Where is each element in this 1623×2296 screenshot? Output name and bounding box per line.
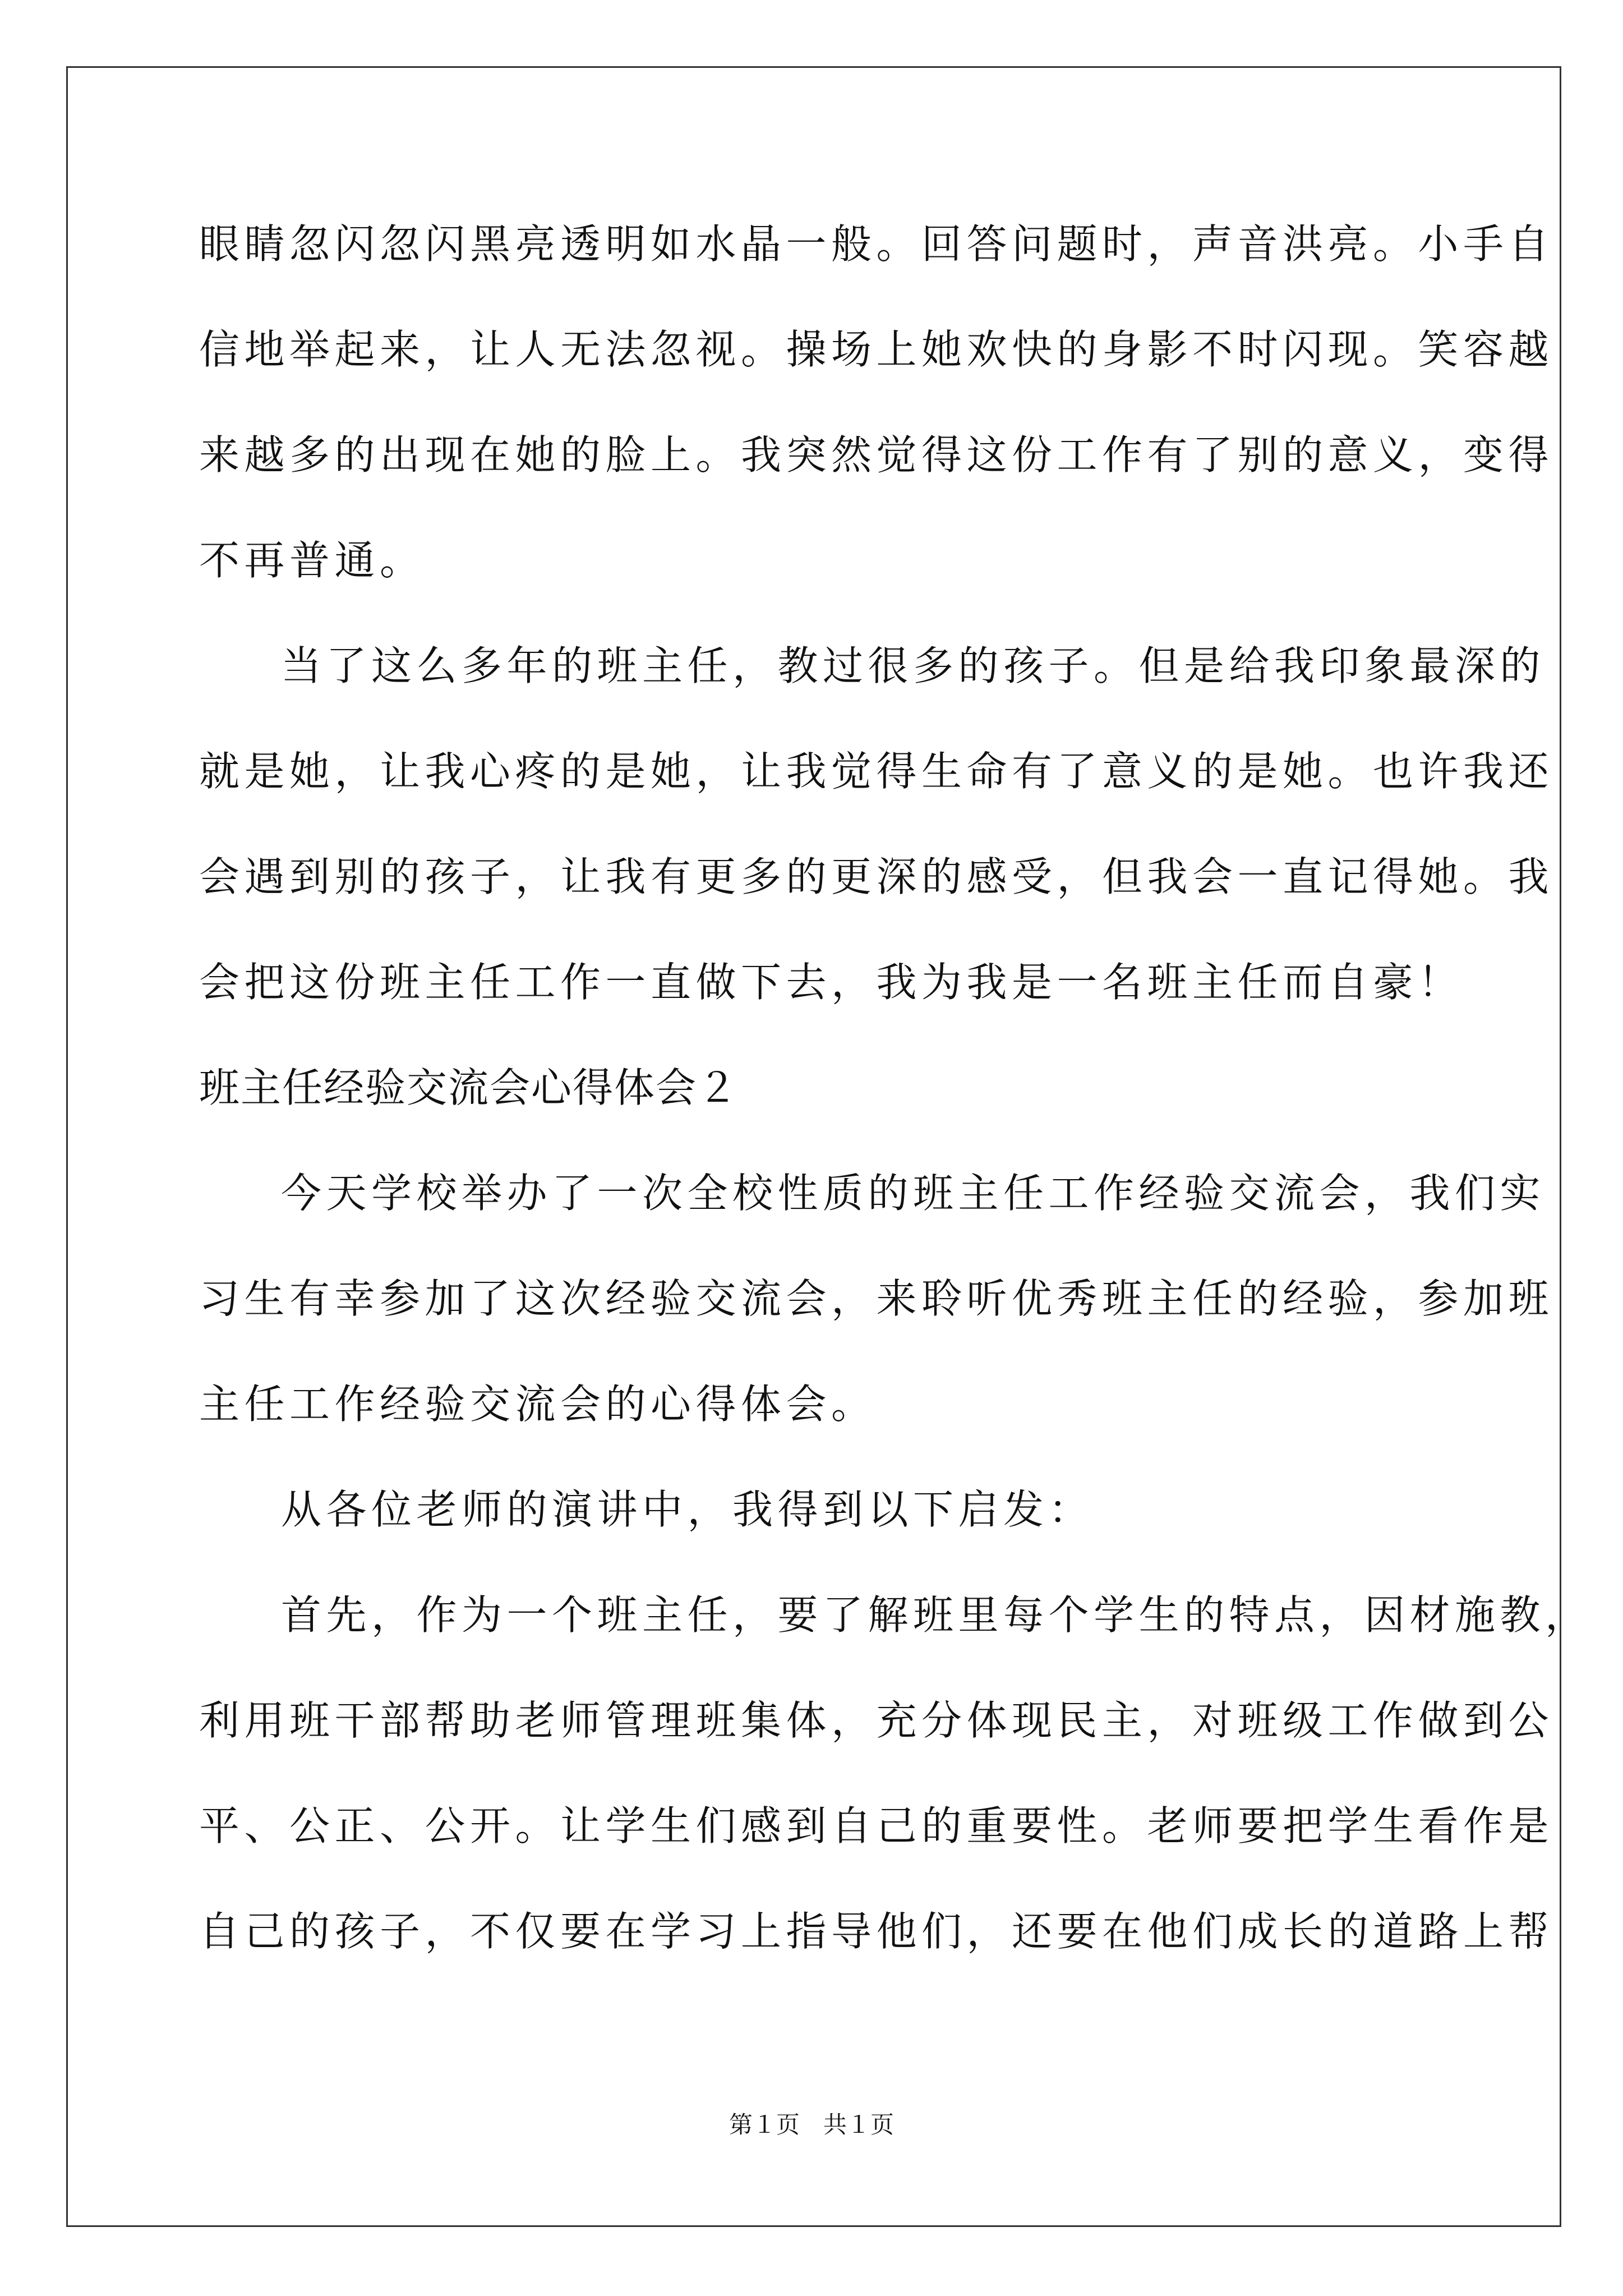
body-text-line: 主任工作经验交流会的心得体会。 (199, 1381, 877, 1428)
paragraph-first-line: 今天学校举办了一次全校性质的班主任工作经验交流会，我们实 (281, 1170, 1546, 1217)
body-text-line: 眼睛忽闪忽闪黑亮透明如水晶一般。回答问题时，声音洪亮。小手自 (199, 220, 1554, 268)
body-text-line: 信地举起来，让人无法忽视。操场上她欢快的身影不时闪现。笑容越 (199, 326, 1554, 373)
paragraph-first-line: 从各位老师的演讲中，我得到以下启发： (281, 1486, 1094, 1533)
section-heading: 班主任经验交流会心得体会２ (199, 1064, 739, 1111)
body-text-line: 利用班干部帮助老师管理班集体，充分体现民主，对班级工作做到公 (199, 1697, 1554, 1744)
body-text-line: 不再普通。 (199, 537, 425, 584)
body-text-line: 就是她，让我心疼的是她，让我觉得生命有了意义的是她。也许我还 (199, 748, 1554, 795)
body-text-line: 会遇到别的孩子，让我有更多的更深的感受，但我会一直记得她。我 (199, 853, 1554, 900)
page-number-footer: 第１页 共１页 (728, 2111, 894, 2138)
body-text-line: 来越多的出现在她的脸上。我突然觉得这份工作有了别的意义，变得 (199, 431, 1554, 478)
paragraph-first-line: 当了这么多年的班主任，教过很多的孩子。但是给我印象最深的 (281, 642, 1546, 689)
body-text-line: 自己的孩子，不仅要在学习上指导他们，还要在他们成长的道路上帮 (199, 1908, 1554, 1955)
body-text-line: 会把这份班主任工作一直做下去，我为我是一名班主任而自豪！ (199, 959, 1464, 1006)
body-text-line: 习生有幸参加了这次经验交流会，来聆听优秀班主任的经验，参加班 (199, 1275, 1554, 1322)
body-text-line: 平、公正、公开。让学生们感到自己的重要性。老师要把学生看作是 (199, 1802, 1554, 1849)
paragraph-first-line: 首先，作为一个班主任，要了解班里每个学生的特点，因材施教， (281, 1591, 1590, 1639)
